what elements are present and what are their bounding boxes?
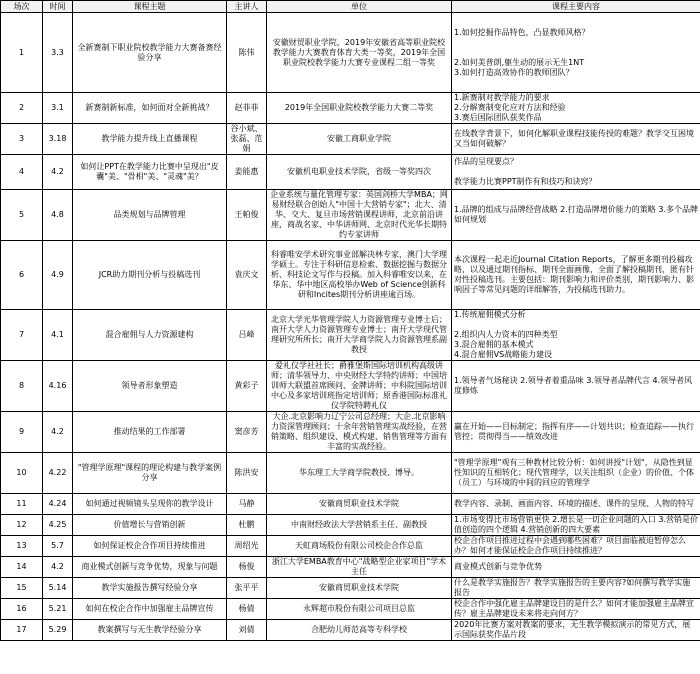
header-row <box>1 1 700 13</box>
row-content: 教学内容、录制、画面内容、环境的描述、课件的呈现、人物的特写 <box>452 494 700 515</box>
table-row <box>1 190 700 241</box>
table-row <box>1 494 700 515</box>
table-row <box>1 93 700 124</box>
row-content: 1.如何挖掘作品特色，凸显教师风格？ 2.如何美普朗,躯生动的展示无生1NT 3.如何打造高效协作的教师团队？ <box>452 13 700 93</box>
row-session: 14 <box>1 557 43 578</box>
row-content: 校企合作项目推进过程中会遇到哪些困难？项目面临被迫暂停怎么办？如何才能保证校企合作项目持续推进？ <box>452 536 700 557</box>
row-session: 5 <box>1 190 43 241</box>
row-speaker: 杜鹏 <box>227 515 267 536</box>
row-session: 9 <box>1 412 43 453</box>
row-speaker: 姜能惠 <box>227 155 267 190</box>
row-content: 作品的呈现要点？ 教学能力比赛PPT制作有和技巧和诀窍？ <box>452 155 700 190</box>
row-unit: 北京大学光华管理学院人力资源管理专业博士后；南开大学人力资源管理专业博士；南开大学现代管理研究所所长；南开大学商学院人力资源管理系副教授 <box>267 310 452 361</box>
row-session: 2 <box>1 93 43 124</box>
row-session: 17 <box>1 620 43 641</box>
row-date: 5.7 <box>43 536 73 557</box>
row-date: 4.8 <box>43 190 73 241</box>
table-row <box>1 557 700 578</box>
row-topic: 新赛制新标准，如何面对全新挑战？ <box>73 93 227 124</box>
row-date: 3.1 <box>43 93 73 124</box>
row-topic: 教学实施报告撰写经验分享 <box>73 578 227 599</box>
header-date: 时间 <box>43 1 73 13</box>
row-topic: 如何让PPT在教学能力比赛中呈现出"皮囊"美、"骨相"美、"灵魂"美？ <box>73 155 227 190</box>
row-unit: 安徽财贸职业学院，2019年安徽省高等职业院校教学能力大赛教育体育大类一等奖，2019年全国职业院校教学能力大赛专业课程二组一等奖 <box>267 13 452 93</box>
row-speaker: 陈伟 <box>227 13 267 93</box>
row-session: 3 <box>1 124 43 155</box>
row-session: 11 <box>1 494 43 515</box>
row-speaker: 王帕俊 <box>227 190 267 241</box>
row-unit: 企业系统与量化管理专家：英国剑桥大学MBA；网易财经联合创始人"中国十大营销专家"；北大、清华、交大、复旦市场营销课程讲师，北京前沿讲座，商战名家、中华讲师网、北京时代光华长期特约专家讲师 <box>267 190 452 241</box>
table-row <box>1 13 700 93</box>
row-speaker: 谷小斌、张磊、范娟 <box>227 124 267 155</box>
row-topic: JCR助力期刊分析与投稿选刊 <box>73 241 227 310</box>
table-row <box>1 412 700 453</box>
row-topic: 教案撰写与无生教学经验分享 <box>73 620 227 641</box>
row-unit: 爱礼仪学社社长；爵雅堡斯国际培训机构高级讲师；清华领导力、中央财经大学特约讲师；中国培训师大联盟首席顾问、金牌讲师；中科院国际培训中心及多家培训班指定培训师；原香港国际标准礼仪学院特聘礼仪 <box>267 361 452 412</box>
row-speaker: 张平平 <box>227 578 267 599</box>
header-session: 场次 <box>1 1 43 13</box>
row-date: 3.3 <box>43 13 73 93</box>
row-date: 4.2 <box>43 412 73 453</box>
row-date: 4.22 <box>43 453 73 494</box>
row-unit: 安徽工商职业学院 <box>267 124 452 155</box>
row-content: 在线教学背景下，如何化解职业课程技能传授的难题？教学交互困境又当如何破解？ <box>452 124 700 155</box>
row-session: 13 <box>1 536 43 557</box>
row-date: 4.9 <box>43 241 73 310</box>
row-topic: 商业模式创新与竞争优势，现象与问题 <box>73 557 227 578</box>
row-unit: 中南财经政法大学营销系主任、副教授 <box>267 515 452 536</box>
row-unit: 天虹商场股份有限公司校企合作总监 <box>267 536 452 557</box>
row-content: 1.传统雇佣模式分析 2.组织内人力资本的四种类型 3.混合雇佣的基本模式 4.混合雇佣VS战略能力建设 <box>452 310 700 361</box>
row-speaker: 陈洪安 <box>227 453 267 494</box>
row-unit: 合肥幼儿师范高等专科学校 <box>267 620 452 641</box>
row-speaker: 吕峰 <box>227 310 267 361</box>
row-topic: 品类规划与品牌管理 <box>73 190 227 241</box>
row-topic: 教学能力提升线上直播课程 <box>73 124 227 155</box>
row-speaker: 周绍光 <box>227 536 267 557</box>
row-date: 5.14 <box>43 578 73 599</box>
table-row <box>1 620 700 641</box>
row-topic: 领导者形象塑造 <box>73 361 227 412</box>
row-session: 7 <box>1 310 43 361</box>
header-speaker: 主讲人 <box>227 1 267 13</box>
row-topic: 全新赛制下职业院校教学能力大赛备赛经验分享 <box>73 13 227 93</box>
row-speaker: 刘倩 <box>227 620 267 641</box>
header-unit: 单位 <box>267 1 452 13</box>
table-row <box>1 515 700 536</box>
table-row <box>1 241 700 310</box>
header-topic: 课程主题 <box>73 1 227 13</box>
table-row <box>1 310 700 361</box>
row-date: 4.16 <box>43 361 73 412</box>
row-unit: 安徽商贸职业技术学院 <box>267 494 452 515</box>
header-content: 课程主要内容 <box>452 1 700 13</box>
row-session: 10 <box>1 453 43 494</box>
row-topic: "管理学原理"课程的理论构建与教学案例分享 <box>73 453 227 494</box>
row-speaker: 袁庆文 <box>227 241 267 310</box>
row-date: 5.21 <box>43 599 73 620</box>
row-unit: 永辉超市股份有限公司项目总监 <box>267 599 452 620</box>
row-session: 12 <box>1 515 43 536</box>
row-topic: 混合雇佣与人力资源建构 <box>73 310 227 361</box>
row-speaker: 杨倩 <box>227 599 267 620</box>
row-content: 1.新赛制对教学能力的要求 2.分解赛制变化应对方法和经验 3.赛后国际团队获奖作品 <box>452 93 700 124</box>
row-session: 4 <box>1 155 43 190</box>
row-speaker: 黄彩子 <box>227 361 267 412</box>
row-session: 16 <box>1 599 43 620</box>
row-content: 1.领导者气场秘诀 2.领导者着重品味 3.领导者品牌代言 4.领导者风度修炼 <box>452 361 700 412</box>
row-topic: 如何通过视频镜头呈现你的教学设计 <box>73 494 227 515</box>
row-content: 什么是教学实施报告？教学实施报告的主要内容?如何撰写教学实施报告 <box>452 578 700 599</box>
row-content: "管理学原理"观有三种教材比较分析：如何讲授"计划"，从隐性到显性知识的互相转化；现代管理学，以关注组织（企业）的价值、个体（员工）与环境的中间的回应的管理学 <box>452 453 700 494</box>
table-row <box>1 155 700 190</box>
row-date: 3.18 <box>43 124 73 155</box>
row-speaker: 杨俊 <box>227 557 267 578</box>
row-session: 8 <box>1 361 43 412</box>
row-speaker: 窦彦芳 <box>227 412 267 453</box>
row-date: 4.1 <box>43 310 73 361</box>
table-row <box>1 536 700 557</box>
row-date: 4.25 <box>43 515 73 536</box>
row-unit: 大企.北京影响力辽宁公司总经理；大企.北京影响力资深管理顾问；十余年营销管理实战经验，在营销策略、组织建设、模式构建、销售管理等方面有丰富的实战经验。 <box>267 412 452 453</box>
row-session: 6 <box>1 241 43 310</box>
row-speaker: 赵菲菲 <box>227 93 267 124</box>
row-session: 15 <box>1 578 43 599</box>
row-unit: 安徽商贸职业技术学院 <box>267 578 452 599</box>
row-topic: 如何在校企合作中加强雇主品牌宣传 <box>73 599 227 620</box>
table-row <box>1 361 700 412</box>
row-unit: 浙江大学EMBA教育中心"战略型企业家项目"学术主任 <box>267 557 452 578</box>
row-content: 1.品牌的组成与品牌经营战略 2.打造品牌增价能力的策略 3.多个品牌如何规划 <box>452 190 700 241</box>
row-date: 4.24 <box>43 494 73 515</box>
row-content: 本次课程一起走近Journal Citation Reports，了解更多期刊投稿攻略，以及通过期刊指标、期刊全面画像，全面了解投稿期刊，匿有针对性投稿选刊。主要包括：期刊影响力和评价类别，期刊影响力、影响因子等常见问题的详细解答，为投稿选刊助力。 <box>452 241 700 310</box>
row-speaker: 马静 <box>227 494 267 515</box>
row-session: 1 <box>1 13 43 93</box>
row-topic: 如何保证校企合作项目持续推进 <box>73 536 227 557</box>
row-date: 4.2 <box>43 155 73 190</box>
table-row <box>1 124 700 155</box>
row-content: 1.市场变得比市场营销更快 2.增长是一切企业问题的入口 3.营销是价值创造的四个逻辑 4.营销创新的四大要素 <box>452 515 700 536</box>
row-content: 2020年比赛方案对教案的要求，无生教学模拟演示的常见方式，展示国际获奖作品片段 <box>452 620 700 641</box>
table-row <box>1 599 700 620</box>
row-unit: 安徽机电职业技术学院，省级一等奖四次 <box>267 155 452 190</box>
row-content: 商业模式创新与竞争优势 <box>452 557 700 578</box>
row-content: 赢在开始——目标制定；指挥有序——计划共识；检查追踪——执行管控；贯彻得当——绩效改进 <box>452 412 700 453</box>
row-content: 校企合作中强化雇主品牌建设目的是什么？如何才能加强雇主品牌宣传？雇主品牌建设未来将走向何方？ <box>452 599 700 620</box>
table-row <box>1 578 700 599</box>
row-unit: 2019年全国职业院校教学能力大赛二等奖 <box>267 93 452 124</box>
row-topic: 价值增长与营销创新 <box>73 515 227 536</box>
row-date: 5.29 <box>43 620 73 641</box>
row-topic: 推动结果的工作部署 <box>73 412 227 453</box>
table-row <box>1 453 700 494</box>
row-unit: 华东理工大学商学院教授、博导。 <box>267 453 452 494</box>
row-unit: 科睿唯安学术研究事业部解决林专家，澳门大学理学硕士。专注于科研信息检索、数据挖掘与数据分析、科技论文写作与投稿。加入科睿唯安以来，在华东、华中地区高校举办Web of Science创新科研和Incites期刊分析讲座逾百场。 <box>267 241 452 310</box>
row-date: 4.2 <box>43 557 73 578</box>
